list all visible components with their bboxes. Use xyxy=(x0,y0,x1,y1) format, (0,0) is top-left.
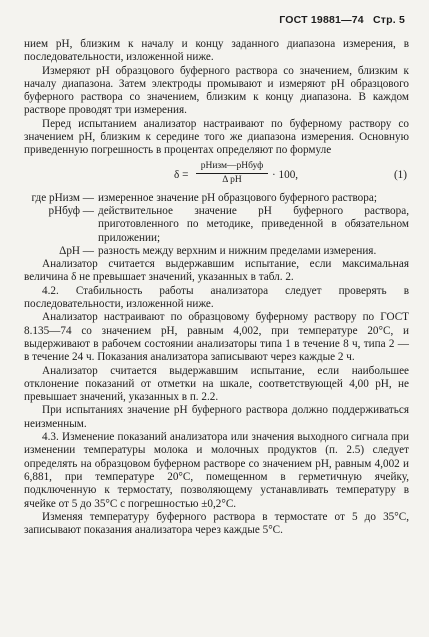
definition-item xyxy=(24,205,409,245)
formula-number: (1) xyxy=(393,168,407,181)
formula-multiplier: · 100, xyxy=(272,168,299,181)
definition-term: где pHизм — xyxy=(31,191,94,204)
paragraph: Измеряют pH образцового буферного раствора со значением, близким к началу диапазона. Затем электроды промывают и измеряют pH образцового буферного раствора со значением, близким к концу диапазона. В каждом растворе проводят три измерения. xyxy=(24,64,409,117)
page-header xyxy=(24,14,409,26)
definition-list xyxy=(24,192,409,258)
definition-item xyxy=(24,245,409,258)
definition-text: действительное значение pH буферного раствора, приготовленного по методике, приведенной в обязательном приложении; xyxy=(98,204,409,244)
formula-denominator: Δ pH xyxy=(222,174,242,185)
paragraph: 4.2. Стабильность работы анализатора следует проверять в последовательности, изложенной ниже. xyxy=(24,284,409,311)
definition-text: измеренное значение pH образцового буферного раствора; xyxy=(98,191,377,204)
definition-item xyxy=(24,192,409,205)
paragraph: Анализатор считается выдержавшим испытание, если наибольшее отклонение показаний от отметки на шкале, соответствующей 4,00 pH, не превышает значений, указанных в п. 2.2. xyxy=(24,364,409,404)
formula-numerator: pHизм—pHбуф xyxy=(196,160,268,174)
paragraph: Изменяя температуру буферного раствора в термостате от 5 до 35°C, записывают показания анализатора через каждые 5°C. xyxy=(24,510,409,537)
paragraph: Анализатор считается выдержавшим испытание, если максимальная величина δ не превышает значений, указанных в табл. 2. xyxy=(24,258,409,284)
paragraph: Перед испытанием анализатор настраивают по буферному раствору со значением pH, близким к середине того же диапазона измерения. Основную приведенную погрешность в процентах определяют по формуле xyxy=(24,117,409,157)
formula-1 xyxy=(24,160,409,190)
paragraph: 4.3. Изменение показаний анализатора или значения выходного сигнала при изменении температуры молока и молочных продуктов (п. 2.5) следует определять на образцовом буферном растворе со значением pH, равным 4,002 и 6,881, при температуре 20°C, помещенном в герметичную ячейку, подключенную к термостату, позволяющему устанавливать температуру в ячейке от 5 до 35°C с погрешностью ±0,2°C. xyxy=(24,431,409,510)
definition-term: ΔpH — xyxy=(59,244,94,257)
page-number: Стр. 5 xyxy=(372,14,405,26)
paragraph: При испытаниях значение pH буферного раствора должно поддерживаться неизменным. xyxy=(24,404,409,430)
paragraph: нием pH, близким к началу и концу заданного диапазона измерения, в последовательности, изложенной ниже. xyxy=(24,38,409,64)
formula-lhs: δ = xyxy=(174,168,189,181)
paragraph: Анализатор настраивают по образцовому буферному раствору по ГОСТ 8.135—74 со значением pH, равным 4,002, при температуре 20°C, и выдерживают в рабочем состоянии анализаторы типа 1 в течение 8 ч, типа 2 — в течение 24 ч. Показания анализатора записывают через каждые 2 ч. xyxy=(24,311,409,364)
definition-text: разность между верхним и нижним пределами измерения. xyxy=(98,244,377,257)
definition-term: pHбуф — xyxy=(48,204,94,217)
formula-fraction xyxy=(196,160,268,186)
standard-number: ГОСТ 19881—74 xyxy=(279,14,364,26)
